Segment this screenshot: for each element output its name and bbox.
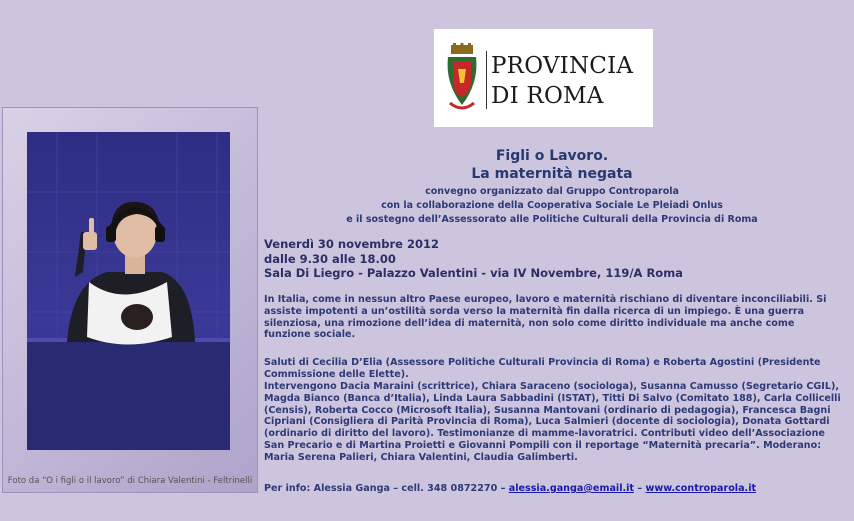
contact-prefix: Per info: Alessia Ganga – cell. 348 0872270 – bbox=[264, 483, 509, 494]
speakers-paragraph: Intervengono Dacia Maraini (scrittrice), Chiara Saraceno (sociologa), Susanna Camusso (Segretario CGIL), Magda Bianco (Banca d’Italia), Linda Laura Sabbadini (ISTAT), Titti Di Salvo (Comitato 188), Carla Collicelli (Censis), Roberta Cocco (Microsoft Italia), Susanna Mantovani (ordinario di pedagogia), Francesca Bagni Cipriani (Consigliera di Parità Provincia di Roma), Luca Salmieri (docente di sociologia), Donata Gottardi (ordinario di diritto del lavoro). Testimonianze di mamme-lavoratrici. Contributi video dell’Associazione San Precario e di Martina Proietti e Giovanni Pompili con il reportage “Maternità precaria”. Moderano: Maria Serena Palieri, Chiara Valentini, Claudia Galimberti. bbox=[264, 381, 841, 463]
support-line: e il sostegno dell’Assessorato alle Politiche Culturali della Provincia di Roma bbox=[346, 214, 758, 225]
greetings-paragraph: Saluti di Cecilia D’Elia (Assessore Politiche Culturali Provincia di Roma) e Roberta Agostini (Presidente Commissione delle Elette). bbox=[264, 357, 821, 380]
provincia-logo bbox=[434, 29, 653, 127]
event-photo bbox=[27, 132, 230, 450]
photo-caption: Foto da “O i figli o il lavoro” di Chiara Valentini - Feltrinelli bbox=[7, 476, 253, 486]
coat-of-arms-icon bbox=[442, 43, 482, 113]
event-time: dalle 9.30 alle 18.00 bbox=[264, 252, 396, 266]
logo-line-2: DI ROMA bbox=[491, 83, 604, 109]
photo-illustration bbox=[27, 132, 230, 450]
event-date: Venerdì 30 novembre 2012 bbox=[264, 237, 439, 251]
event-title bbox=[263, 147, 841, 183]
intro-paragraph: In Italia, come in nessun altro Paese europeo, lavoro e maternità rischiano di diventare inconciliabili. Si assiste impotenti a un’ostilità sorda verso la maternità fin dalla ricerca di un impiego. È una guerra silenziosa, una rimozione dell’idea di maternità, non solo come diritto individuale ma anche come funzione sociale. bbox=[264, 294, 827, 341]
logo-divider bbox=[486, 51, 487, 109]
event-title-line-1: Figli o Lavoro. bbox=[495, 148, 609, 164]
organizer-line: convegno organizzato dal Gruppo Controparola bbox=[425, 186, 679, 197]
photo-frame bbox=[2, 107, 258, 493]
contact-separator: – bbox=[634, 483, 646, 494]
logo-line-1: PROVINCIA bbox=[491, 53, 634, 79]
email-link[interactable]: alessia.ganga@email.it bbox=[508, 483, 635, 494]
logo-text bbox=[491, 51, 633, 111]
event-title-line-2: La maternità negata bbox=[471, 166, 633, 182]
collaboration-line: con la collaborazione della Cooperativa Sociale Le Pleiadi Onlus bbox=[381, 200, 723, 211]
contact-info bbox=[264, 483, 756, 494]
event-venue: Sala Di Liegro - Palazzo Valentini - via IV Novembre, 119/A Roma bbox=[264, 266, 683, 280]
website-link[interactable]: www.controparola.it bbox=[645, 483, 757, 494]
